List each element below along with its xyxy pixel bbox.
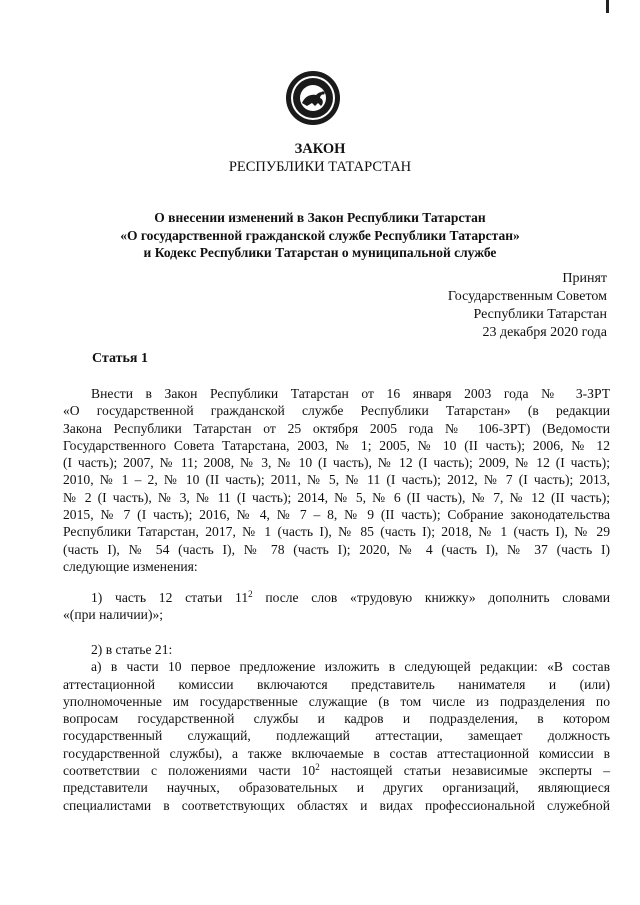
item-1: [63, 589, 610, 624]
law-subject: [0, 209, 640, 262]
subject-line: и Кодекс Республики Татарстан о муниципальной службе: [143, 245, 497, 260]
superscript: 2: [315, 762, 320, 773]
paragraph-intro: [63, 385, 610, 575]
text-line: [63, 762, 610, 779]
item-2: [63, 641, 610, 814]
text-line: Закона Республики Татарстан от 25 октября 2005 года № 106-ЗРТ) (Ведомости: [63, 420, 610, 436]
text-line: Государственного Совета Татарстана, 2003, № 1; 2005, № 10 (II часть); 2006, № 12: [63, 437, 610, 453]
text-segment: соответствии с положениями части 10: [63, 763, 316, 779]
text-line: Внести в Закон Республики Татарстан от 16 января 2003 года № 3-ЗРТ: [91, 386, 610, 401]
adopted-label: Принят: [562, 271, 607, 286]
text-line: представители научных, образовательных и других организаций, являющиеся: [63, 780, 610, 796]
page-edge-mark: [606, 0, 609, 13]
text-segment: после слов «трудовую книжку» дополнить словами: [252, 590, 610, 605]
adoption-date: 23 декабря 2020 года: [482, 325, 607, 340]
text-line: Республики Татарстан, 2017, № 1 (часть I), № 85 (часть I); 2018, № 1 (часть I), № 29: [63, 524, 610, 540]
adopted-by-republic: Республики Татарстан: [473, 307, 607, 322]
adopted-by: Государственным Советом: [447, 289, 607, 304]
superscript: 2: [248, 589, 253, 599]
article-heading: Статья 1: [92, 351, 148, 366]
text-line: № 2 (I часть), № 3, № 11 (I часть); 2014, № 5, № 6 (II часть), № 7, № 12 (II часть);: [63, 489, 610, 505]
subject-line: «О государственной гражданской службе Республики Татарстан»: [120, 227, 520, 243]
text-line: государственной службы), а также включаемые в состав аттестационной комиссии в: [63, 745, 610, 761]
text-line: аттестационной комиссии включаются представитель нанимателя и (или): [63, 676, 610, 692]
text-line: вопросам государственной службы и кадров и подразделения, в котором: [63, 711, 610, 727]
text-line: [63, 589, 610, 606]
text-line: «(при наличии)»;: [63, 607, 164, 623]
subject-line: О внесении изменений в Закон Республики Татарстан: [154, 210, 486, 225]
text-line: (часть I), № 54 (часть I), № 78 (часть I); 2020, № 4 (часть I), № 37 (часть I): [63, 541, 610, 557]
text-line: 2010, № 1 – 2, № 10 (II часть); 2011, № 5, № 11 (I часть); 2012, № 7 (I часть); 2013,: [63, 472, 610, 488]
text-line: «О государственной гражданской службе Республики Татарстан» (в редакции: [63, 403, 610, 419]
text-segment: 1) часть 12 статьи 11: [91, 590, 249, 605]
text-line: следующие изменения:: [63, 558, 198, 574]
law-republic: РЕСПУБЛИКИ ТАТАРСТАН: [228, 159, 412, 175]
item-heading: 2) в статье 21:: [91, 642, 173, 657]
text-line: уполномоченные им государственные служащие (в том числе из подразделения по: [63, 693, 610, 709]
text-line: специалистами в соответствующих областях и видах профессиональной служебной: [63, 797, 610, 813]
law-title: ЗАКОН: [294, 141, 346, 157]
adoption-block: [448, 270, 607, 342]
text-segment: настоящей статьи независимые эксперты –: [319, 763, 610, 779]
text-line: а) в части 10 первое предложение изложить в следующей редакции: «В состав: [91, 659, 610, 675]
tatarstan-emblem-icon: [285, 70, 341, 126]
text-line: (I часть); 2007, № 11; 2008, № 3, № 10 (I часть), № 12 (I часть); 2009, № 12 (I часть);: [63, 455, 610, 471]
text-line: государственный служащий, подлежащий аттестации, замещает должность: [63, 728, 610, 744]
text-line: 2015, № 7 (I часть); 2016, № 4, № 7 – 8, № 9 (II часть); Собрание законодательства: [63, 507, 610, 523]
